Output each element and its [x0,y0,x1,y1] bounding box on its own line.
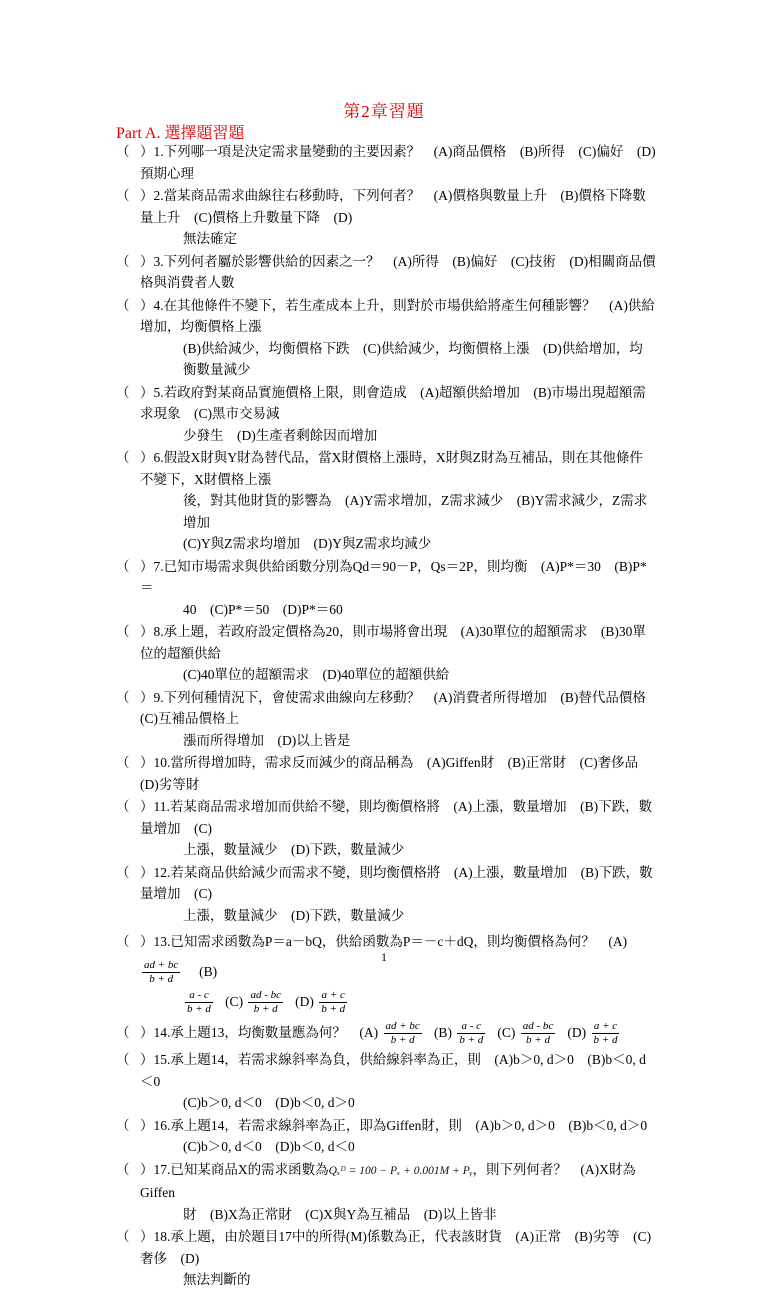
question-text-cont: 無法確定 [183,231,237,246]
question-text-cont [140,987,656,1017]
question-text-cont: (C)Y與Z需求均增加 (D)Y與Z需求均減少 [183,536,432,551]
question-list [116,141,660,1292]
page-title: 第2章習題 [343,102,425,121]
fraction-numerator: a - c [457,1020,485,1034]
question-item [116,927,656,1017]
question-text: ）9.下列何種情況下，會使需求曲線向左移動？ (A)消費者所得增加 (B)替代品價格 (C)互補品價格上 [140,689,660,726]
question-text: ）14.承上題13，均衡數量應為何？ (A) [140,1025,379,1040]
option-label: (D) [295,994,314,1009]
question-item [116,185,656,250]
question-text: ，則下列何者？ (A)X財為Giffen [140,1161,636,1200]
fraction-numerator: ad - bc [250,989,281,1002]
fraction-denominator: b + d [321,1003,346,1016]
fraction-numerator: ad + bc [144,959,179,972]
question-text-cont: 漲而所得增加 (D)以上皆是 [183,732,351,748]
fraction-denominator: b + d [187,1003,211,1016]
question-text-cont: (C)40單位的超額需求 (D)40單位的超額供給 [183,667,450,682]
question-text: ）10.當所得增加時，需求反而減少的商品稱為 (A)Giffen財 (B)正常財 (C)奢侈品 (D)劣等財 [140,755,652,792]
fraction-numerator: a - c [185,989,213,1003]
option-label: (C) [225,994,244,1009]
fraction-numerator: ad - bc [522,1020,554,1033]
question-text-cont: 無法判斷的 [183,1272,251,1287]
answer-bracket[interactable]: （ [116,450,130,465]
question-item [116,752,656,795]
page-number: 1 [381,950,387,964]
question-item [116,687,660,752]
question-item [116,141,656,184]
answer-bracket[interactable]: （ [116,384,130,400]
question-text: ）5.若政府對某商品實施價格上限，則會造成 (A)超額供給增加 (B)市場出現超額需求現象 (C)黑市交易減 [140,384,646,421]
question-text-cont: 上漲，數量減少 (D)下跌，數量減少 [183,907,405,923]
part-label: Part A. 選擇題習題 [116,125,245,142]
answer-bracket[interactable]: （ [116,624,130,639]
answer-bracket[interactable]: （ [116,934,130,949]
answer-bracket[interactable]: （ [116,144,130,159]
fraction-numerator: ad + bc [385,1020,420,1033]
question-item [116,447,656,555]
question-text: ）7.已知市場需求與供給函數分別為Qd＝90－P，Qs＝2P，則均衡 (A)P*＝30 (B)P*＝ [140,558,647,595]
answer-bracket[interactable]: （ [116,1025,130,1040]
question-item [116,295,656,381]
question-text-cont: 上漲，數量減少 (D)下跌，數量減少 [183,842,405,857]
fraction [319,989,347,1016]
fraction-denominator: b + d [253,1003,278,1016]
question-text: ）16.承上題14，若需求線斜率為正，即為Giffen財，則 (A)b＞0, d＞0 (B)b＜0, d＞0 [140,1117,648,1133]
question-text-cont: 40 (C)P*＝50 (D)P*＝60 [183,601,343,617]
question-text: ）4.在其他條件不變下，若生產成本上升，則對於市場供給將產生何種影響？ (A)供給增加，均衡價格上漲 [140,297,655,334]
option-label: (B) [185,964,218,979]
question-item [116,382,656,447]
fraction-numerator: a + c [319,989,347,1003]
question-item [116,1049,656,1114]
question-text-cont: (B)供給減少，均衡價格下跌 (C)供給減少，均衡價格上漲 (D)供給增加，均衡數量減少 [183,340,643,377]
option-label: (D) [567,1025,587,1040]
answer-bracket[interactable]: （ [116,558,130,574]
answer-bracket[interactable]: （ [116,799,130,814]
question-text: ）15.承上題14，若需求線斜率為負，供給線斜率為正，則 (A)b＞0, d＞0 (B)b＜0, d＜0 [140,1052,646,1089]
question-item [116,1159,656,1226]
fraction [248,989,283,1016]
question-item [116,556,656,621]
fraction-numerator: a + c [592,1020,620,1034]
question-text: ）12.若某商品供給減少而需求不變，則均衡價格將 (A)上漲，數量增加 (B)下跌，數量增加 (C) [140,864,653,901]
question-item [116,796,656,861]
question-item [116,1115,656,1158]
question-text: ）2.當某商品需求曲線往右移動時，下列何者？ (A)價格與數量上升 (B)價格下降數量上升 (C)價格上升數量下降 (D) [140,188,646,225]
question-text: ）11.若某商品需求增加而供給不變，則均衡價格將 (A)上漲，數量增加 (B)下跌，數量增加 (C) [140,799,653,836]
question-item [116,1226,656,1291]
answer-bracket[interactable]: （ [116,297,130,313]
question-item [116,1018,656,1048]
question-text: ）8.承上題，若政府設定價格為20，則市場將會出現 (A)30單位的超額需求 (B)30單位的超額供給 [140,624,646,661]
fraction [457,1020,485,1047]
question-text-cont: (C)b＞0, d＜0 (D)b＜0, d＞0 [183,1095,355,1110]
question-text-cont: 少發生 (D)生產者剩餘因而增加 [183,427,378,443]
question-text-cont: (C)b＞0, d＜0 (D)b＜0, d＜0 [183,1139,355,1154]
question-text: ）6.假設X財與Y財為替代品，當X財價格上漲時，X財與Z財為互補品，則在其他條件不變下，X財價格上漲 [140,450,643,487]
question-text: ）13.已知需求函數為P＝a－bQ，供給函數為P＝－c＋dQ，則均衡價格為何？ (A) [140,934,628,949]
demand-formula: Qₓᴰ = 100 − Pₓ + 0.001M + Pᵧ [328,1164,473,1177]
fraction-denominator: b + d [390,1034,415,1047]
fraction [185,989,213,1016]
answer-bracket[interactable]: （ [116,1229,130,1244]
fraction-denominator: b + d [593,1034,618,1047]
question-text-cont: 後，對其他財貨的影響為 (A)Y需求增加，Z需求減少 (B)Y需求減少，Z需求增加 [183,493,648,530]
question-item [116,251,656,294]
fraction [384,1020,422,1047]
answer-bracket[interactable]: （ [116,689,130,705]
answer-bracket[interactable]: （ [116,1161,130,1177]
answer-bracket[interactable]: （ [116,1117,130,1133]
question-item [116,621,656,686]
option-label: (C) [497,1025,516,1040]
answer-bracket[interactable]: （ [116,755,130,770]
answer-bracket[interactable]: （ [116,253,130,269]
answer-bracket[interactable]: （ [116,864,130,880]
question-text: ）3.下列何者屬於影響供給的因素之一？ (A)所得 (B)偏好 (C)技術 (D)相關商品價格與消費者人數 [140,253,656,290]
answer-bracket[interactable]: （ [116,1052,130,1067]
question-text: ）1.下列哪一項是決定需求量變動的主要因素？ (A)商品價格 (B)所得 (C)偏好 (D)預期心理 [140,144,656,181]
fraction [592,1020,620,1047]
option-label: (B) [433,1025,452,1040]
question-text: ）18.承上題，由於題目17中的所得(M)係數為正，代表該財貨 (A)正常 (B)劣等 (C)奢侈 (D) [140,1229,652,1266]
question-text: ）17.已知某商品X的需求函數為 [140,1161,329,1177]
fraction-denominator: b + d [149,973,174,986]
question-text-cont: 財 (B)X為正常財 (C)X與Y為互補品 (D)以上皆非 [183,1206,497,1222]
answer-bracket[interactable]: （ [116,188,130,203]
fraction [521,1020,556,1047]
fraction-denominator: b + d [459,1034,484,1047]
question-item [116,862,656,927]
fraction-denominator: b + d [526,1034,550,1047]
